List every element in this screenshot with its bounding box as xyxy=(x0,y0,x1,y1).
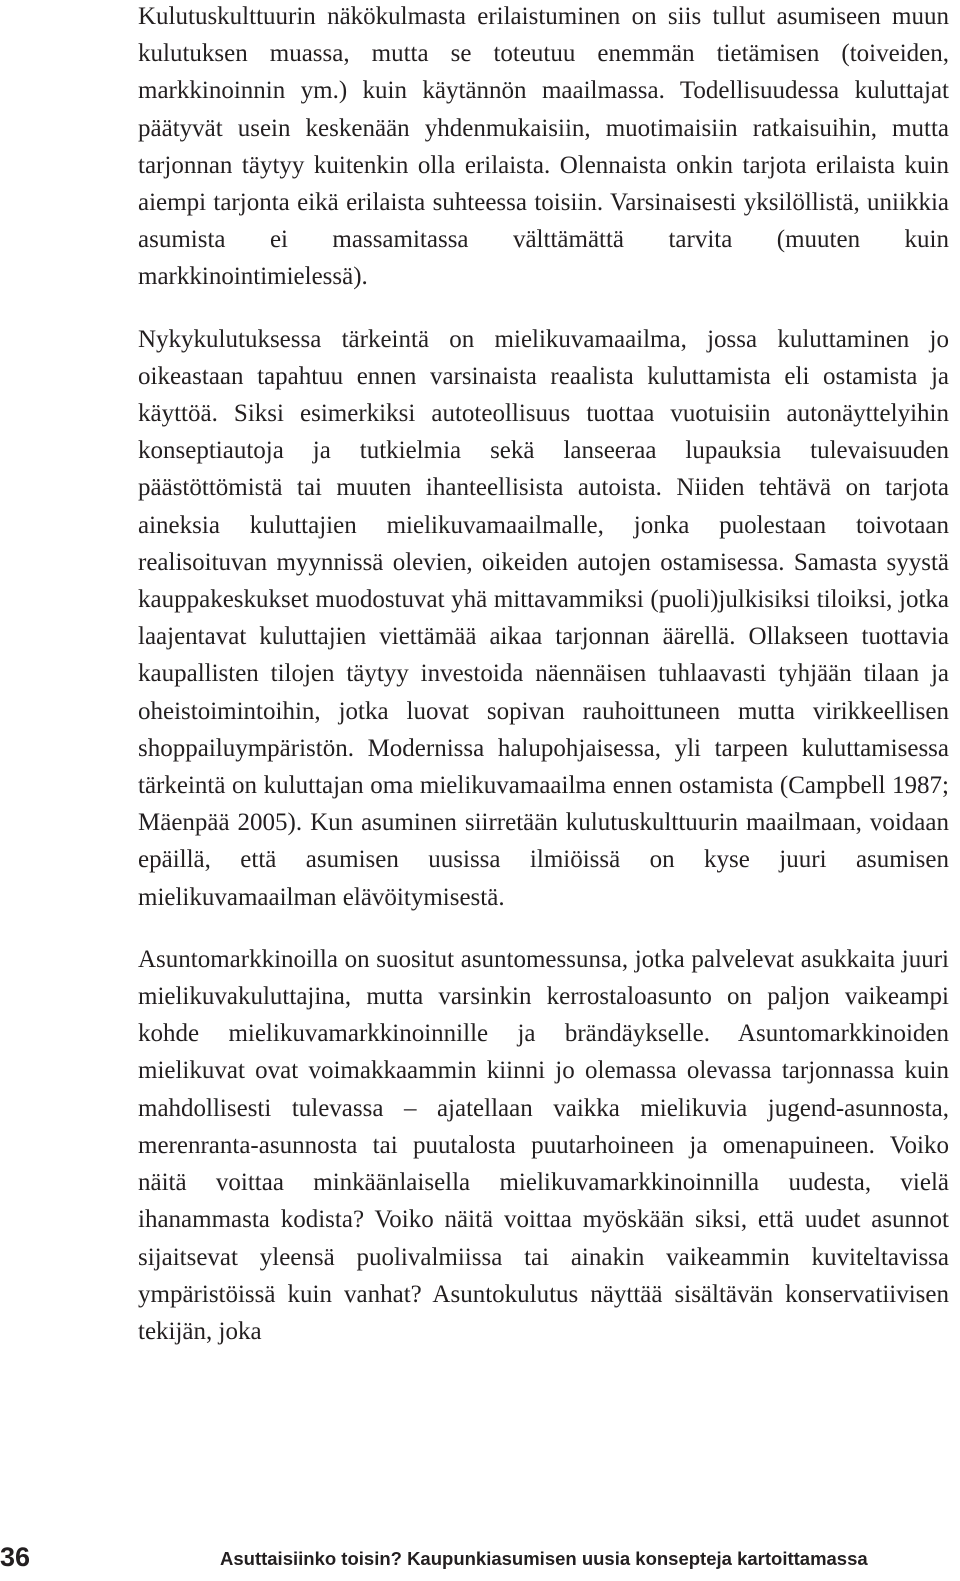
body-text xyxy=(138,0,949,1350)
paragraph-2: Nykykulutuksessa tärkeintä on mielikuvamaailma, jossa kuluttaminen jo oikeastaan tapahtuu ennen varsinaista reaalista kuluttamista eli ostamista ja käyttöä. Siksi esimerkiksi autoteollisuus tuottaa vuotuisiin autonäyttelyihin konseptiautoja ja tutkielmia sekä lanseeraa lupauksia tulevaisuuden päästöttömistä tai muuten ihanteellisista autoista. Niiden tehtävä on tarjota aineksia kuluttajien mielikuvamaailmalle, jonka puolestaan toivotaan realisoituvan myynnissä olevien, oikeiden autojen ostamisessa. Samasta syystä kauppakeskukset muodostuvat yhä mittavammiksi (puoli)julkisiksi tiloiksi, jotka laajentavat kuluttajien viettämää aikaa tarjonnan äärellä. Ollakseen tuottavia kaupallisten tilojen täytyy investoida näennäisen tuhlaavasti tyhjään tilaan ja oheistoimintoihin, jotka luovat sopivan rauhoittuneen mutta virikkeellisen shoppailuympäristön. Modernissa halupohjaisessa, yli tarpeen kuluttamisessa tärkeintä on kuluttajan oma mielikuvamaailma ennen ostamista (Campbell 1987; Mäenpää 2005). Kun asuminen siirretään kulutuskulttuurin maailmaan, voidaan epäillä, että asumisen uusissa ilmiöissä on kyse juuri asumisen mielikuvamaailman elävöitymisestä. xyxy=(138,325,949,911)
page-footer xyxy=(0,1540,960,1580)
page-number: 36 xyxy=(0,1542,31,1572)
paragraph-1: Kulutuskulttuurin näkökulmasta erilaistuminen on siis tullut asumiseen muun kulutuksen muassa, mutta se toteutuu enemmän tietämisen (toiveiden, markkinoinnin ym.) kuin käytännön maailmassa. Todellisuudessa kuluttajat päätyvät usein keskenään yhdenmukaisiin, muotimaisiin ratkaisuihin, mutta tarjonnan täytyy kuitenkin olla erilaista. Olennaista onkin tarjota erilaista kuin aiempi tarjonta eikä erilaista suhteessa toisiin. Varsinaisesti yksilöllistä, uniikkia asumista ei massamitassa välttämättä tarvita (muuten kuin markkinointimielessä). xyxy=(138,3,949,291)
paragraph-3: Asuntomarkkinoilla on suositut asuntomessunsa, jotka palvelevat asukkaita juuri mielikuvakuluttajina, mutta varsinkin kerrostaloasunto on paljon vaikeampi kohde mielikuvamarkkinoinnille ja brändäykselle. Asuntomarkkinoiden mielikuvat ovat voimakkaammin kiinni jo olemassa olevassa tarjonnassa kuin mahdollisesti tulevassa – ajatellaan vaikka mielikuvia jugend-asunnosta, merenranta-asunnosta tai puutalosta puutarhoineen ja omenapuineen. Voiko näitä voittaa minkäänlaisella mielikuvamarkkinoinnilla uudesta, vielä ihanammasta kodista? Voiko näitä voittaa myöskään siksi, että uudet asunnot sijaitsevat yleensä puolivalmiissa tai ainakin vaikeammin kuviteltavissa ympäristöissä kuin vanhat? Asuntokulutus näyttää sisältävän konservatiivisen tekijän, joka xyxy=(138,945,949,1345)
running-footer-title: Asuttaisiinko toisin? Kaupunkiasumisen uusia konsepteja kartoittamassa xyxy=(220,1548,868,1569)
